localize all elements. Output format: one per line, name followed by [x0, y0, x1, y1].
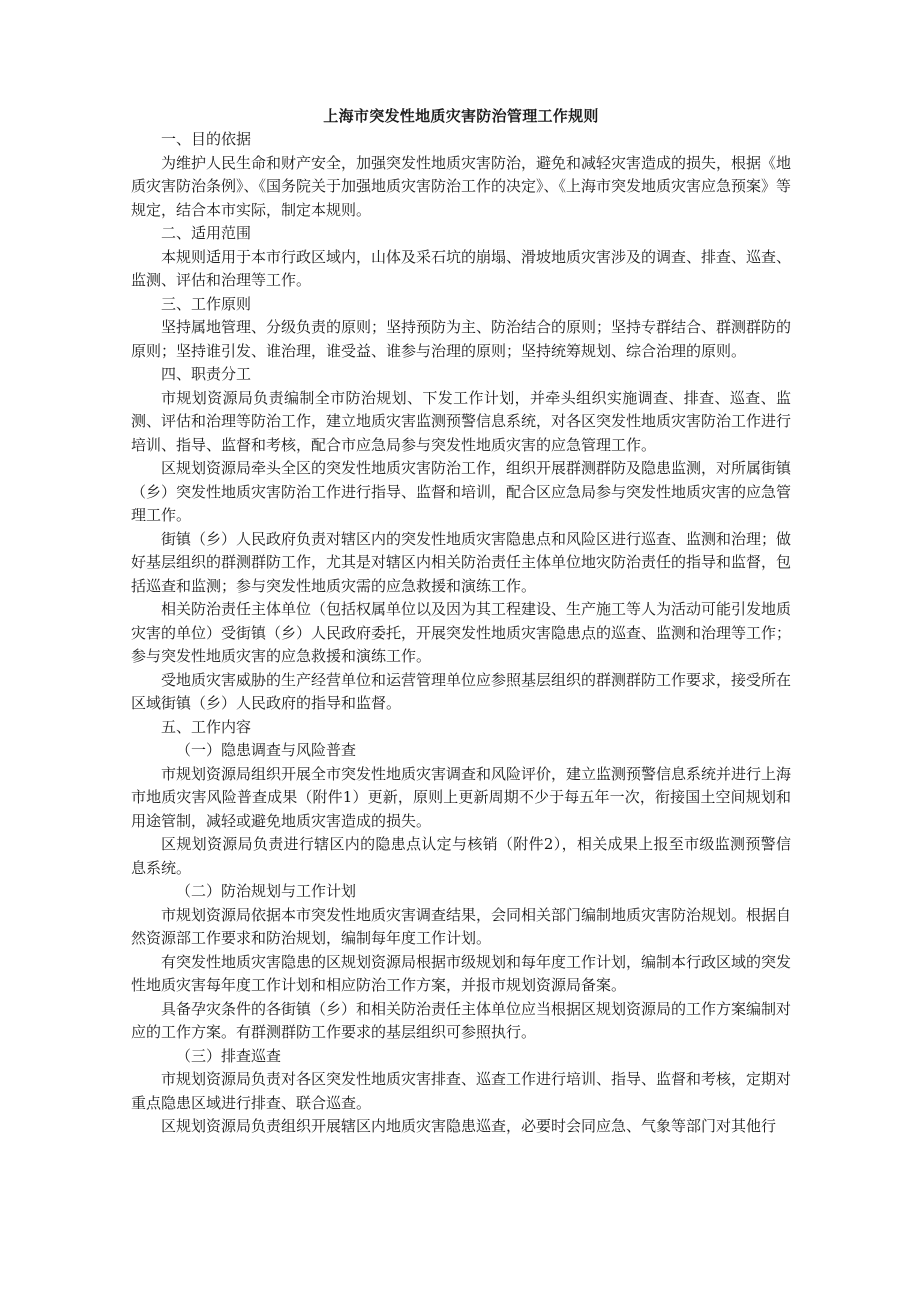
paragraph: 街镇（乡）人民政府负责对辖区内的突发性地质灾害隐患点和风险区进行巡查、监测和治理；做好基层组织的群测群防工作，尤其是对辖区内相关防治责任主体单位地灾防治责任的指导和监督，包括巡查和监测；参与突发性地质灾需的应急救援和演练工作。: [131, 529, 792, 595]
paragraph: 相关防治责任主体单位（包括权属单位以及因为其工程建设、生产施工等人为活动可能引发地质灾害的单位）受街镇（乡）人民政府委托，开展突发性地质灾害隐患点的巡查、监测和治理等工作；参与突发性地质灾害的应急救援和演练工作。: [131, 600, 792, 665]
subsection-heading: （三）排查巡查: [176, 1046, 282, 1065]
subsection-heading: （二）防治规划与工作计划: [176, 882, 357, 900]
document-blocks: [131, 128, 791, 1139]
subsection-heading: （一）隐患调查与风险普查: [176, 741, 357, 759]
paragraph: 市规划资源局组织开展全市突发性地质灾害调查和风险评价，建立监测预警信息系统并进行上海市地质灾害风险普查成果（附件1）更新，原则上更新周期不少于每五年一次，衔接国土空间规划和用途管制，减轻或避免地质灾害造成的损失。: [131, 764, 792, 830]
paragraph: 有突发性地质灾害隐患的区规划资源局根据市级规划和每年度工作计划，编制本行政区域的突发性地质灾害每年度工作计划和相应防治工作方案，并报市规划资源局备案。: [131, 952, 792, 994]
document-title: 上海市突发性地质灾害防治管理工作规则: [323, 107, 599, 125]
paragraph: 市规划资源局负责编制全市防治规划、下发工作计划，并牵头组织实施调查、排查、巡查、监测、评估和治理等防治工作，建立地质灾害监测预警信息系统，对各区突发性地质灾害防治工作进行培训、指导、监督和考核，配合市应急局参与突发性地质灾害的应急管理工作。: [131, 388, 792, 454]
section-heading: 一、目的依据: [161, 130, 252, 148]
section-heading: 二、适用范围: [161, 224, 252, 242]
section-heading: 四、职责分工: [161, 365, 252, 383]
section-heading: 五、工作内容: [161, 717, 252, 736]
paragraph: 区规划资源局负责组织开展辖区内地质灾害隐患巡查，必要时会同应急、气象等部门对其他行: [161, 1117, 777, 1135]
section-heading: 三、工作原则: [161, 294, 252, 313]
paragraph: 为维护人民生命和财产安全，加强突发性地质灾害防治，避免和减轻灾害造成的损失，根据《地质灾害防治条例》、《国务院关于加强地质灾害防治工作的决定》、《上海市突发地质灾害应急预案》等规定，结合本市实际，制定本规则。: [131, 153, 792, 219]
paragraph: 具备孕灾条件的各街镇（乡）和相关防治责任主体单位应当根据区规划资源局的工作方案编制对应的工作方案。有群测群防工作要求的基层组织可参照执行。: [131, 999, 792, 1041]
paragraph: 市规划资源局负责对各区突发性地质灾害排查、巡查工作进行培训、指导、监督和考核，定期对重点隐患区域进行排查、联合巡查。: [131, 1070, 792, 1112]
paragraph: 坚持属地管理、分级负责的原则；坚持预防为主、防治结合的原则；坚持专群结合、群测群防的原则；坚持谁引发、谁治理，谁受益、谁参与治理的原则；坚持统筹规划、综合治理的原则。: [131, 318, 792, 360]
paragraph: 市规划资源局依据本市突发性地质灾害调查结果，会同相关部门编制地质灾害防治规划。根据自然资源部工作要求和防治规划，编制每年度工作计划。: [131, 905, 792, 947]
paragraph: 本规则适用于本市行政区域内，山体及采石坑的崩塌、滑坡地质灾害涉及的调查、排查、巡查、监测、评估和治理等工作。: [131, 247, 792, 289]
paragraph: 区规划资源局负责进行辖区内的隐患点认定与核销（附件2），相关成果上报至市级监测预警信息系统。: [131, 835, 791, 877]
document-body: [131, 104, 791, 1139]
paragraph: 受地质灾害威胁的生产经营单位和运营管理单位应参照基层组织的群测群防工作要求，接受所在区域街镇（乡）人民政府的指导和监督。: [131, 670, 792, 712]
paragraph: 区规划资源局牵头全区的突发性地质灾害防治工作，组织开展群测群防及隐患监测，对所属街镇（乡）突发性地质灾害防治工作进行指导、监督和培训，配合区应急局参与突发性地质灾害的应急管理工作。: [131, 459, 792, 524]
